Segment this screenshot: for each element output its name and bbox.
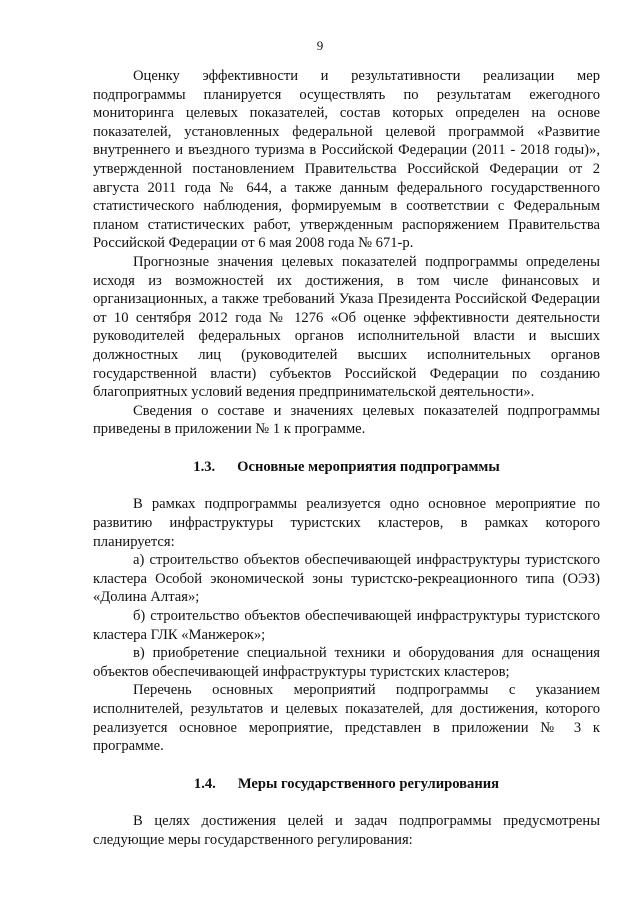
section-number: 1.3. [193,458,216,475]
document-body [93,67,600,850]
paragraph-indicators-info: Сведения о составе и значениях целевых показателей подпрограммы приведены в приложении № 1 к программе. [93,402,600,438]
section-heading-1-3 [93,458,600,477]
list-item-a: а) строительство объектов обеспечивающей инфраструктуры туристского кластера Особой экономической зоны туристско-рекреационного типа (ОЭЗ) «Долина Алтая»; [93,552,600,606]
paragraph-evaluation: Оценку эффективности и результативности реализации мер подпрограммы планируется осуществлять по результатам ежегодного мониторинга целевых показателей, состав которых определен на основе показателей, установленных федеральной целевой программой «Развитие внутреннего и въездного туризма в Российской Федерации (2011 - 2018 годы)», утвержденной постановлением Правительства Российской Федерации от 2 августа 2011 года № 644, а также данным федерального государственного статистического наблюдения, формируемым в соответствии с Федеральным планом статистических работ, утвержденным распоряжением Правительства Российской Федерации от 6 мая 2008 года № 671-р. [93,68,600,252]
paragraph-regulation-measures: В целях достижения целей и задач подпрограммы предусмотрены следующие меры государственного регулирования: [93,813,600,848]
section-heading-1-4 [93,775,600,794]
page-number: 9 [316,38,324,53]
section-number: 1.4. [193,775,216,792]
paragraph-forecast: Прогнозные значения целевых показателей подпрограммы определены исходя из возможностей их достижения, в том числе финансовых и организационных, а также требований Указа Президента Российской Федерации от 10 сентября 2012 года № 1276 «Об оценке эффективности деятельности руководителей федеральных органов исполнительной власти и высших должностных лиц (руководителей высших исполнительных органов государственной власти) субъектов Российской Федерации по созданию благоприятных условий ведения предпринимательской деятельности». [93,253,600,401]
paragraph-activities-list: Перечень основных мероприятий подпрограммы с указанием исполнителей, результатов и целевых показателей, для достижения, которого реализуется основное мероприятие, представлен в приложении № 3 к программе. [93,682,600,755]
paragraph-main-activity: В рамках подпрограммы реализуется одно основное мероприятие по развитию инфраструктуры туристских кластеров, в рамках которого планируется: [93,496,600,550]
list-item-b: б) строительство объектов обеспечивающей инфраструктуры туристского кластера ГЛК «Манжерок»; [93,608,600,643]
section-title: Основные мероприятия подпрограммы [237,458,500,475]
section-title: Меры государственного регулирования [237,775,500,792]
list-item-c: в) приобретение специальной техники и оборудования для оснащения объектов обеспечивающей инфраструктуры туристских кластеров; [93,645,600,680]
